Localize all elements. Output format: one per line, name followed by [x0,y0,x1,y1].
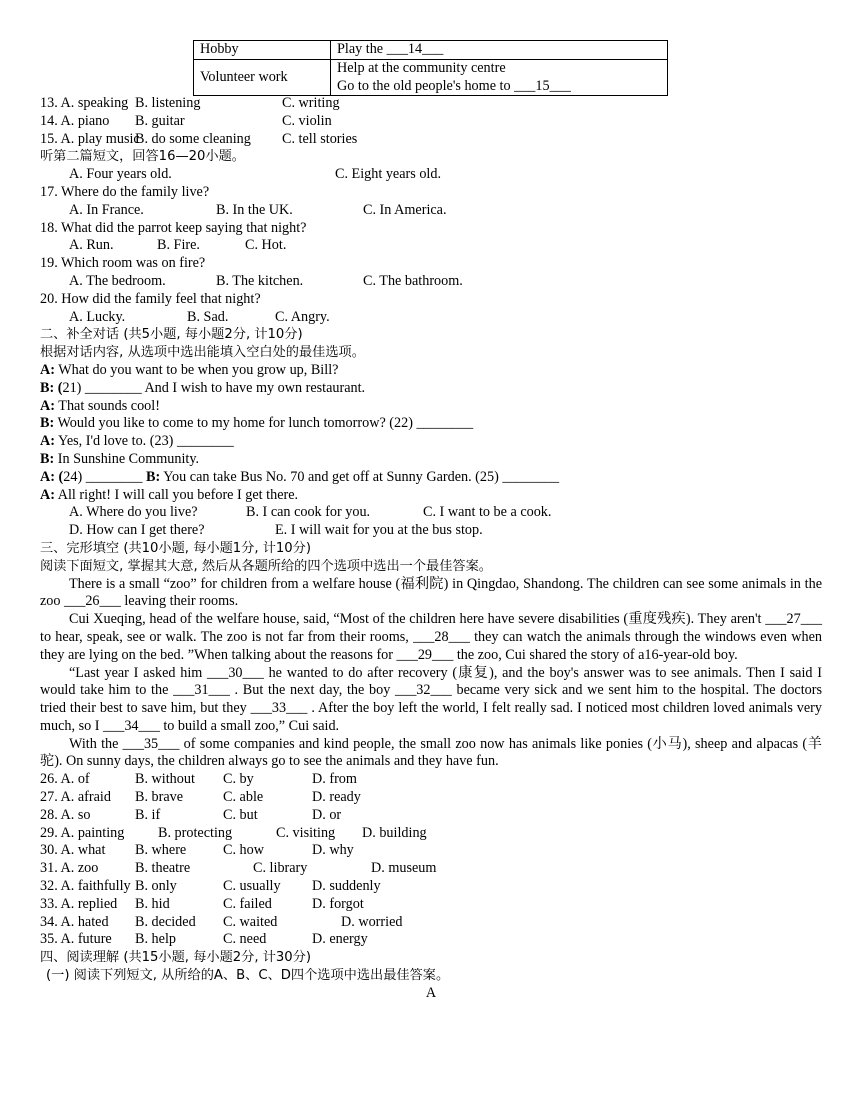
table-value-line: Help at the community centre [337,59,506,76]
option: D. How can I get there? [69,522,205,539]
option: C. Eight years old. [335,166,441,183]
option: C. library [253,860,308,877]
speaker: A: [40,433,55,450]
option: 28. A. so [40,806,91,823]
option: C. Angry. [275,308,330,325]
option: B. without [135,771,195,788]
speaker: B: [146,468,161,485]
cloze-options [40,931,822,949]
table-value-cell [331,59,668,96]
option: D. suddenly [312,878,381,895]
option: B. Fire. [157,237,200,254]
option: C. failed [223,895,272,912]
question-options [40,113,822,131]
option: B. brave [135,789,184,806]
dialogue-text: What do you want to be when you grow up, Bill? [54,361,339,378]
option: A. Run. [69,237,114,254]
question-options [40,95,822,113]
dialogue-text: All right! I will call you before I get there. [54,486,299,503]
option: B. I can cook for you. [246,504,371,521]
section-instruction: 根据对话内容, 从选项中选出能填入空白处的最佳选项。 [40,345,365,361]
dialogue-line [40,451,822,469]
dialogue-line [40,362,822,380]
section-instruction: (一) 阅读下列短文, 从所给的A、B、C、D四个选项中选出最佳答案。 [46,968,450,984]
option: 29. A. painting [40,824,125,841]
option: C. usually [223,878,281,895]
dialogue-line [40,398,822,416]
option: A. In France. [69,201,144,218]
dialogue-text: That sounds cool! [54,397,160,414]
option: D. forgot [312,895,364,912]
option: D. worried [341,913,403,930]
question-stem: 19. Which room was on fire? [40,255,206,272]
passage-paragraph: With the ___35___ of some companies and kind people, the small zoo now has animals like ponies (小马), sheep and alpacas (羊驼). On sunny days, the children always go to see the animals and they have fun. [40,735,822,770]
dialogue-line [40,487,822,505]
section-title: 二、补全对话 (共5小题, 每小题2分, 计10分) [40,327,303,343]
option: C. tell stories [282,130,358,147]
option: C. how [223,842,264,859]
option: C. by [223,771,254,788]
cloze-options [40,789,822,807]
speaker: B: ( [40,379,63,396]
option: B. In the UK. [216,201,293,218]
cloze-options [40,825,822,843]
section-title: 四、阅读理解 (共15小题, 每小题2分, 计30分) [40,950,312,966]
question-options [40,202,822,220]
section-instruction: 阅读下面短文, 掌握其大意, 然后从各题所给的四个选项中选出一个最佳答案。 [40,558,492,574]
question-options [40,131,822,149]
question-stem: 18. What did the parrot keep saying that night? [40,219,307,236]
option: C. Hot. [245,237,287,254]
table-label-cell: Hobby [194,41,331,60]
option: 27. A. afraid [40,789,111,806]
option: C. waited [223,913,278,930]
option: D. from [312,771,357,788]
question-options [40,166,822,184]
option: 15. A. play music [40,130,140,147]
speaker: B: [40,415,55,432]
option: C. violin [282,112,332,129]
speaker: A: [40,397,55,414]
option: D. building [362,824,427,841]
table-row [194,41,668,60]
question-options [40,309,822,327]
option: E. I will wait for you at the bus stop. [275,522,483,539]
option: D. energy [312,931,368,948]
option: 30. A. what [40,842,106,859]
option: B. guitar [135,112,185,129]
speaker: A: ( [40,468,64,485]
option: A. Four years old. [69,166,172,183]
dialogue-line [40,469,822,487]
speaker: B: [40,450,55,467]
dialogue-text: Would you like to come to my home for lunch tomorrow? (22) ________ [54,415,474,432]
question-options [40,237,822,255]
option: 35. A. future [40,931,112,948]
question-stem: 20. How did the family feel that night? [40,290,261,307]
option: C. writing [282,95,340,111]
option: 31. A. zoo [40,860,99,877]
speaker: A: [40,361,55,378]
section-instruction: 听第二篇短文，回答16—20小题。 [40,149,245,165]
option: C. In America. [363,201,447,218]
option: 34. A. hated [40,913,109,930]
cloze-options [40,807,822,825]
dialogue-text: 24) ________ [63,468,147,485]
question-stem: 17. Where do the family live? [40,183,210,200]
exam-content [40,95,822,1003]
option: B. hid [135,895,170,912]
cloze-options [40,914,822,932]
option: D. or [312,806,342,823]
info-table [193,40,668,96]
passage-paragraph: Cui Xueqing, head of the welfare house, said, “Most of the children here have severe disabilities (重度残疾). They aren't ___27___ to hear, speak, see or walk. The zoo is not far from their rooms, ___28___ they can watch the animals through the windows even when they are lying on the bed. ”When talking about the reasons for ___29___ the zoo, Cui shared the story of a16-year-old boy. [40,611,822,663]
option: B. only [135,878,177,895]
option: B. theatre [135,860,191,877]
table-label-cell: Volunteer work [194,59,331,96]
option: 13. A. speaking [40,95,129,111]
option: C. I want to be a cook. [423,504,552,521]
option: 14. A. piano [40,112,110,129]
dialogue-line [40,433,822,451]
option: D. why [312,842,354,859]
dialogue-text: 21) ________ And I wish to have my own restaurant. [62,379,366,396]
passage-paragraph: There is a small “zoo” for children from a welfare house (福利院) in Qingdao, Shandong. The children can see some animals in the zoo ___26___ leaving their rooms. [40,575,822,610]
dialogue-line [40,415,822,433]
option: A. Where do you live? [69,504,198,521]
table-value-line: Go to the old people's home to ___15___ [337,77,571,94]
passage-paragraph: “Last year I asked him ___30___ he wanted to do after recovery (康复), and the boy's answer was to see animals. Then I said I would take him to the ___31___ . But the next day, the boy ___32___ became very sick and we sent him to the hospital. The doctors tried their best to save him, but they ___33___ . After the boy left the world, I felt really sad. I noticed most children loved animals very much, so I ___34___ to build a small zoo,” Cui said. [40,664,822,734]
dialogue-options [40,504,822,522]
option: C. but [223,806,258,823]
option: C. The bathroom. [363,272,463,289]
dialogue-text: Yes, I'd love to. (23) ________ [54,433,234,450]
passage-letter: A [425,984,437,1001]
option: 26. A. of [40,771,90,788]
option: B. help [135,931,176,948]
cloze-options [40,860,822,878]
option: D. ready [312,789,361,806]
option: A. The bedroom. [69,272,166,289]
cloze-options [40,878,822,896]
option: B. where [135,842,187,859]
table-row [194,59,668,96]
option: B. do some cleaning [135,130,251,147]
cloze-options [40,842,822,860]
option: C. able [223,789,264,806]
cloze-options [40,771,822,789]
section-title: 三、完形填空 (共10小题, 每小题1分, 计10分) [40,540,312,556]
dialogue-line [40,380,822,398]
option: 32. A. faithfully [40,878,131,895]
option: C. need [223,931,267,948]
option: B. The kitchen. [216,272,304,289]
option: B. protecting [158,824,233,841]
question-options [40,273,822,291]
cloze-options [40,896,822,914]
dialogue-text: You can take Bus No. 70 and get off at Sunny Garden. (25) ________ [160,468,560,485]
option: A. Lucky. [69,308,126,325]
option: D. museum [371,860,437,877]
speaker: A: [40,486,55,503]
option: B. listening [135,95,201,111]
option: B. if [135,806,161,823]
option: 33. A. replied [40,895,118,912]
option: C. visiting [276,824,336,841]
dialogue-text: In Sunshine Community. [54,450,200,467]
option: B. Sad. [187,308,229,325]
dialogue-options [40,522,822,540]
option: B. decided [135,913,196,930]
table-value-cell: Play the ___14___ [331,41,668,60]
